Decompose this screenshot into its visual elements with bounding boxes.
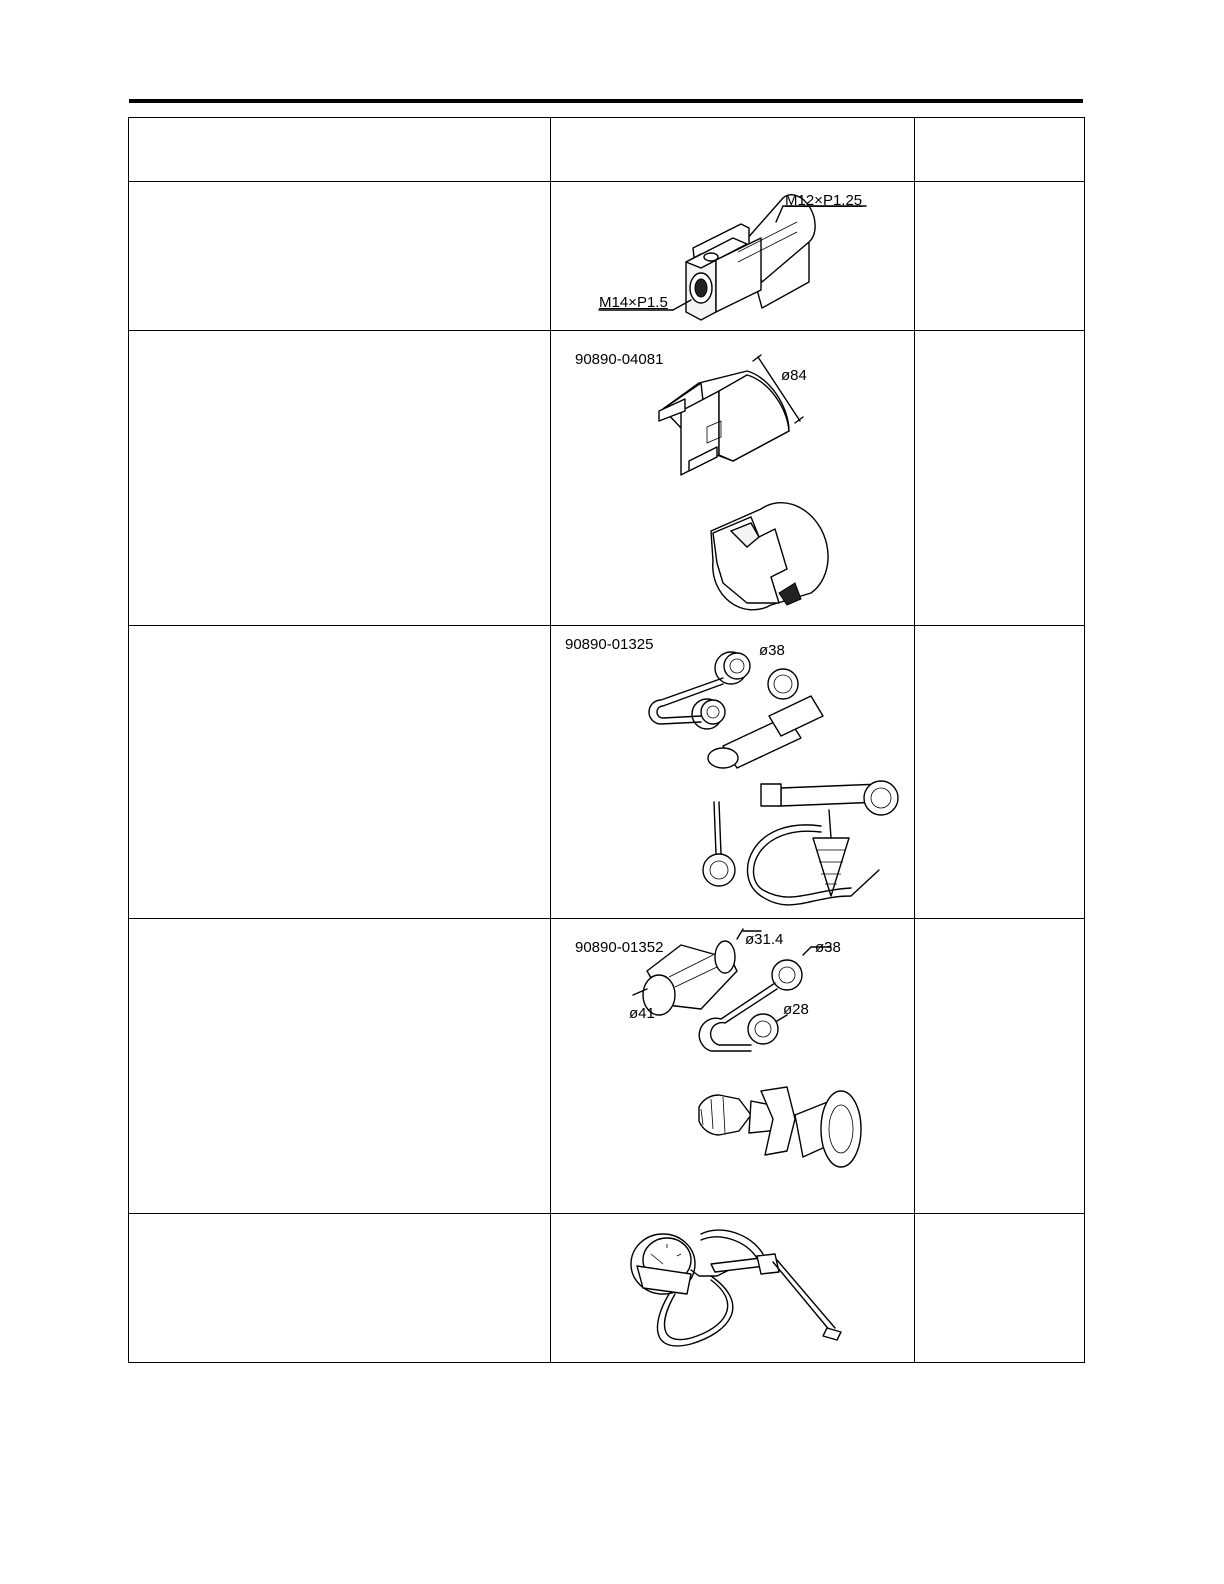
thread-size-label-bottom: M14×P1.5 [599, 294, 668, 311]
part-number: 90890-04081 [575, 351, 664, 368]
table-row [129, 1214, 1085, 1363]
tool-reference-cell [915, 626, 1085, 919]
radiator-cap-tester-illustration [551, 626, 915, 918]
table-header-row [129, 118, 1085, 182]
part-number: 90890-01325 [565, 636, 654, 653]
table-row [129, 919, 1085, 1214]
header-cell-illustration [551, 118, 915, 182]
wrench-illustration [551, 331, 915, 625]
tool-illustration-cell [551, 919, 915, 1214]
tool-reference-cell [915, 331, 1085, 626]
diameter-label-c: ø41 [629, 1005, 655, 1022]
pressure-gauge-illustration [551, 1214, 915, 1362]
diameter-label-b: ø38 [815, 939, 841, 956]
tool-reference-cell [915, 182, 1085, 331]
thread-size-label-top: M12×P1.25 [785, 192, 863, 209]
table-row [129, 182, 1085, 331]
table-row [129, 331, 1085, 626]
diameter-label-a: ø31.4 [745, 931, 784, 948]
diameter-label: ø38 [759, 642, 785, 659]
tool-illustration-cell [551, 182, 915, 331]
header-cell-reference [915, 118, 1085, 182]
diameter-label-d: ø28 [783, 1001, 809, 1018]
tool-illustration-cell [551, 331, 915, 626]
radiator-cap-tester-adapter-illustration [551, 919, 915, 1213]
tool-description-cell [129, 182, 551, 331]
tool-description-cell [129, 919, 551, 1214]
diameter-label: ø84 [781, 367, 807, 384]
tool-illustration-cell [551, 1214, 915, 1363]
tool-illustration-cell [551, 626, 915, 919]
table-row [129, 626, 1085, 919]
tool-description-cell [129, 331, 551, 626]
special-tools-table [128, 117, 1085, 1363]
header-cell-tool-name [129, 118, 551, 182]
tool-description-cell [129, 1214, 551, 1363]
top-rule [129, 99, 1083, 103]
part-number: 90890-01352 [575, 939, 664, 956]
tool-reference-cell [915, 1214, 1085, 1363]
tool-description-cell [129, 626, 551, 919]
tool-reference-cell [915, 919, 1085, 1214]
